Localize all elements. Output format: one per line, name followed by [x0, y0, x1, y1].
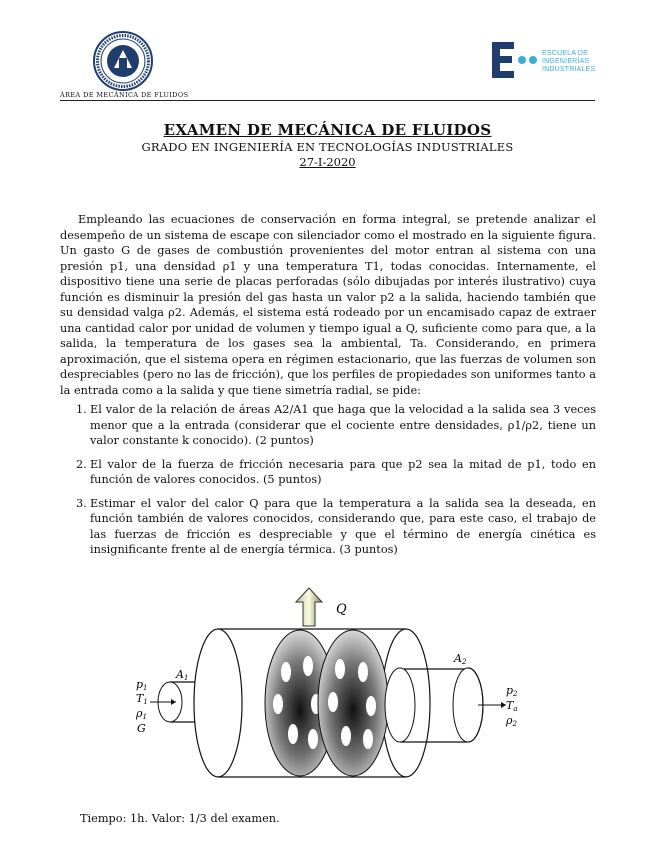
- intro-paragraph: Empleando las ecuaciones de conservación en forma integral, se pretende analizar el desempeño de un sistema de escape con silenciador como el mostrado en la siguiente figura. Un gasto G de gases de combustión provenientes del motor entran al sistema con una presión p1, una densidad ρ1 y una temperatura T1, todas conocidas. Internamente, el dispositivo tiene una serie de placas perforadas (sólo dibujadas por interés ilustrativo) cuya función es disminuir la presión del gas hasta un valor p2 a la salida, haciendo también que su densidad valga ρ2. Además, el sistema está rodeado por un encamisado capaz de extraer una cantidad calor por unidad de volumen y tiempo igual a Q, suficiente como para que, a la salida, la temperatura de los gases sea la ambiental, Ta. Considerando, en primera aproximación, que el sistema opera en régimen estacionario, que las fuerzas de volumen son despreciables (pero no las de fricción), que los perfiles de propiedades son uniformes tanto a la entrada como a la salida y que tiene simetría radial, se pide:: [60, 213, 596, 397]
- perforated-plate: [318, 630, 388, 776]
- a1-label: A1: [176, 668, 189, 682]
- a2-label: A2: [454, 652, 467, 666]
- inlet-rho-label: ρ1: [136, 707, 147, 721]
- school-name-line2: INGENIERÍAS: [542, 58, 590, 65]
- inlet-p-label: p1: [136, 678, 148, 692]
- question-text: El valor de la fuerza de fricción necesaria para que p2 sea la mitad de p1, todo en función de valores conocidos. (5 puntos): [90, 457, 596, 486]
- question-list: [60, 402, 596, 558]
- outlet-t-label: Ta: [506, 699, 518, 713]
- muffler-diagram: [128, 584, 528, 789]
- university-seal-logo: [92, 30, 154, 92]
- question-item: [60, 496, 596, 558]
- outlet-p-label: p2: [506, 684, 518, 698]
- question-item: [60, 402, 596, 449]
- footer-note: Tiempo: 1h. Valor: 1/3 del examen.: [80, 812, 280, 825]
- school-name: [542, 50, 595, 74]
- question-item: [60, 457, 596, 488]
- exam-date: 27-I-2020: [299, 155, 356, 169]
- question-number: 1.: [76, 403, 87, 416]
- question-number: 3.: [76, 496, 87, 510]
- title-block: [60, 121, 595, 169]
- question-text: Estimar el valor del calor Q para que la temperatura a la salida sea la deseada, en función también de valores conocidos, considerando que, para este caso, el trabajo de las fuerzas de fricción es despreciable y que el término de energía cinética es insignificante frente al de energía térmica. (3 puntos): [90, 496, 596, 556]
- department-label: ÁREA DE MECÁNICA DE FLUIDOS: [60, 91, 189, 99]
- exam-degree: GRADO EN INGENIERÍA EN TECNOLOGÍAS INDUSTRIALES: [141, 140, 514, 154]
- inlet-g-label: G: [137, 722, 146, 735]
- outlet-rho-label: ρ2: [506, 714, 517, 728]
- question-text: El valor de la relación de áreas A2/A1 que haga que la velocidad a la salida sea 3 veces menor que a la entrada (considerar que el cociente entre densidades, ρ1/ρ2, tiene un valor constante k conocido). (2 puntos): [90, 403, 596, 447]
- header-divider: [60, 100, 595, 101]
- inlet-t-label: T1: [136, 692, 148, 706]
- school-name-line1: ESCUELA DE: [542, 50, 588, 57]
- q-label: Q: [336, 602, 347, 617]
- school-name-line3: INDUSTRIALES: [542, 66, 596, 73]
- exam-title: EXAMEN DE MECÁNICA DE FLUIDOS: [163, 121, 492, 139]
- question-number: 2.: [76, 457, 87, 471]
- heat-arrow: [296, 588, 322, 626]
